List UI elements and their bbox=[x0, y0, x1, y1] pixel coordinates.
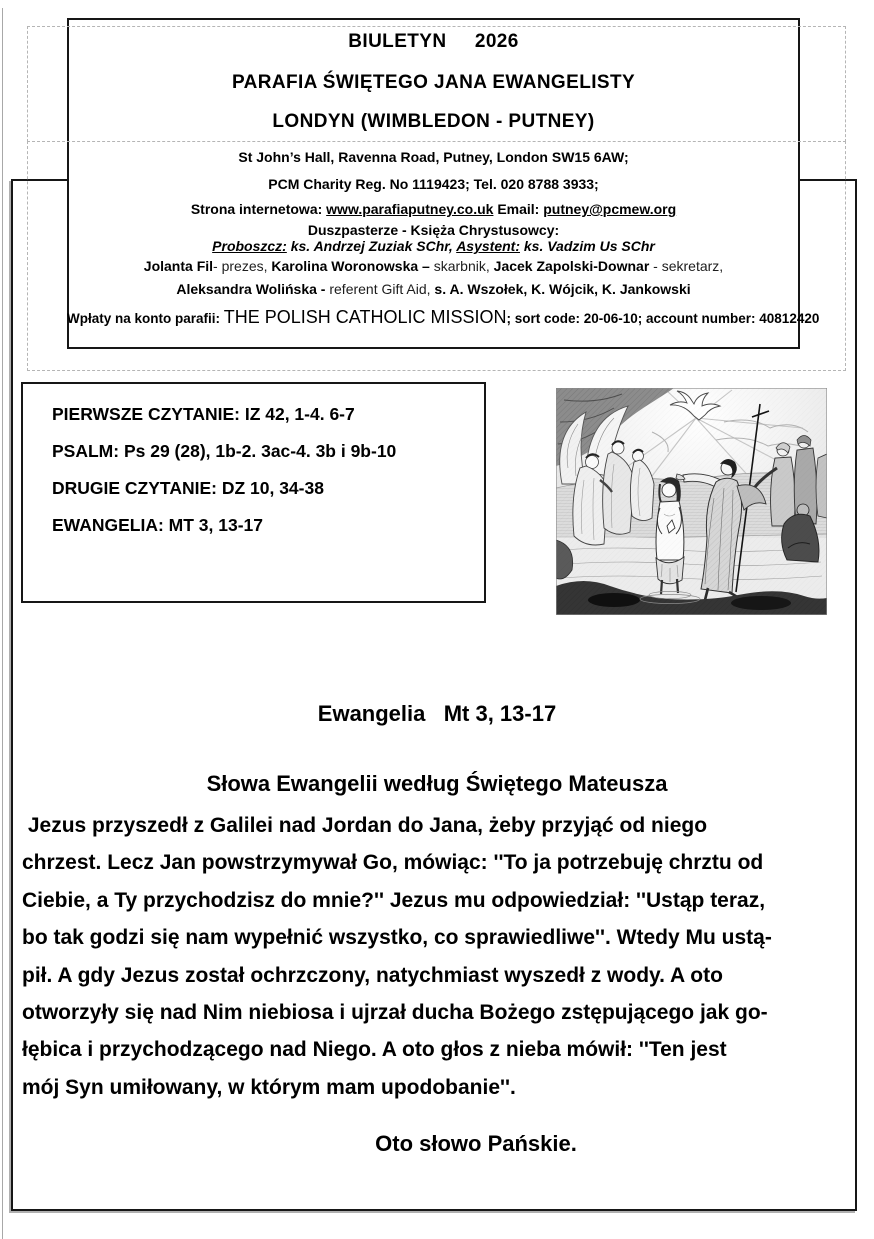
gospel-heading: Ewangelia Mt 3, 13-17 bbox=[317, 701, 557, 726]
bulletin-title: BIULETYN 2026 bbox=[348, 31, 519, 52]
second-reading: DRUGIE CZYTANIE: DZ 10, 34-38 bbox=[52, 478, 324, 498]
pastors-line bbox=[67, 238, 800, 254]
gospel-body-line: Ciebie, a Ty przychodzisz do mnie?'' Jezus mu odpowiedział: ''Ustąp teraz, bbox=[22, 888, 766, 912]
gospel-body bbox=[22, 807, 858, 1106]
gospel-body-line: łębica i przychodzącego nad Niego. A oto głos z nieba mówił: ''Ten jest bbox=[22, 1038, 727, 1062]
email-link[interactable]: putney@pcmew.org bbox=[543, 201, 677, 217]
council-member: Jolanta Fil bbox=[143, 258, 214, 274]
gospel-body-line: pił. A gdy Jezus został ochrzczony, natychmiast wyszedł z wody. A oto bbox=[22, 963, 723, 987]
readings-box bbox=[21, 382, 486, 603]
gospel-body-line: Jezus przyszedł z Galilei nad Jordan do Jana, żeby przyjąć od niego bbox=[22, 814, 708, 837]
council-role: - sekretarz, bbox=[649, 258, 724, 274]
council-role: skarbnik, bbox=[433, 258, 494, 274]
baptism-illustration bbox=[556, 388, 827, 615]
gospel-subheading: Słowa Ewangelii według Świętego Mateusza bbox=[206, 771, 668, 796]
website-label: Strona internetowa: bbox=[190, 201, 327, 217]
assistant-name: ks. Vadzim Us SChr bbox=[519, 238, 655, 254]
donations-label: Wpłaty na konto parafii: bbox=[67, 311, 224, 326]
council-members: s. A. Wszołek, K. Wójcik, K. Jankowski bbox=[434, 281, 691, 297]
parish-council-line bbox=[67, 258, 800, 274]
website-email-line bbox=[67, 201, 800, 217]
first-reading: PIERWSZE CZYTANIE: IZ 42, 1-4. 6-7 bbox=[52, 404, 355, 424]
baptism-engraving-image bbox=[556, 388, 827, 615]
council-member: Jacek Zapolski-Downar bbox=[493, 258, 650, 274]
gospel-reading: EWANGELIA: MT 3, 13-17 bbox=[52, 515, 264, 535]
gospel-body-line: chrzest. Lecz Jan powstrzymywał Go, mówiąc: ''To ja potrzebuję chrztu od bbox=[22, 851, 764, 875]
gospel-body-line: bo tak godzi się nam wypełnić wszystko, co sprawiedliwe''. Wtedy Mu ustą- bbox=[22, 926, 772, 950]
charity-phone-line: PCM Charity Reg. No 1119423; Tel. 020 8788 3933; bbox=[268, 176, 599, 192]
psalm-reading: PSALM: Ps 29 (28), 1b-2. 3ac-4. 3b i 9b-10 bbox=[52, 441, 397, 461]
gospel-body-line: mój Syn umiłowany, w którym mam upodobanie''. bbox=[22, 1075, 516, 1099]
parish-council-line-2 bbox=[67, 281, 800, 297]
gospel-closing: Oto słowo Pańskie. bbox=[375, 1131, 577, 1156]
donations-line bbox=[67, 307, 820, 327]
website-link[interactable]: www.parafiaputney.co.uk bbox=[326, 201, 494, 217]
council-role: referent Gift Aid, bbox=[329, 281, 435, 297]
email-label: Email: bbox=[493, 201, 544, 217]
parish-name: PARAFIA ŚWIĘTEGO JANA EWANGELISTY bbox=[231, 72, 636, 93]
page-edge-line bbox=[2, 8, 3, 1239]
gospel-body-line: otworzyły się nad Nim niebiosa i ujrzał ducha Bożego zstępującego jak go- bbox=[22, 1001, 768, 1025]
council-member: Karolina Woronowska – bbox=[271, 258, 434, 274]
pastor-name: ks. Andrzej Zuziak SChr, bbox=[286, 238, 457, 254]
council-member: Aleksandra Wolińska - bbox=[176, 281, 330, 297]
pastor-label: Proboszcz: bbox=[212, 238, 287, 254]
address-line: St John’s Hall, Ravenna Road, Putney, London SW15 6AW; bbox=[238, 149, 629, 165]
clergy-line: Duszpasterze - Księża Chrystusowcy: bbox=[307, 222, 560, 238]
council-role: - prezes, bbox=[213, 258, 272, 274]
donations-organisation: THE POLISH CATHOLIC MISSION bbox=[223, 307, 507, 327]
assistant-label: Asystent: bbox=[456, 238, 520, 254]
donations-bank-details: ; sort code: 20-06-10; account number: 40812420 bbox=[506, 311, 820, 326]
parish-location: LONDYN (WIMBLEDON - PUTNEY) bbox=[272, 111, 595, 132]
